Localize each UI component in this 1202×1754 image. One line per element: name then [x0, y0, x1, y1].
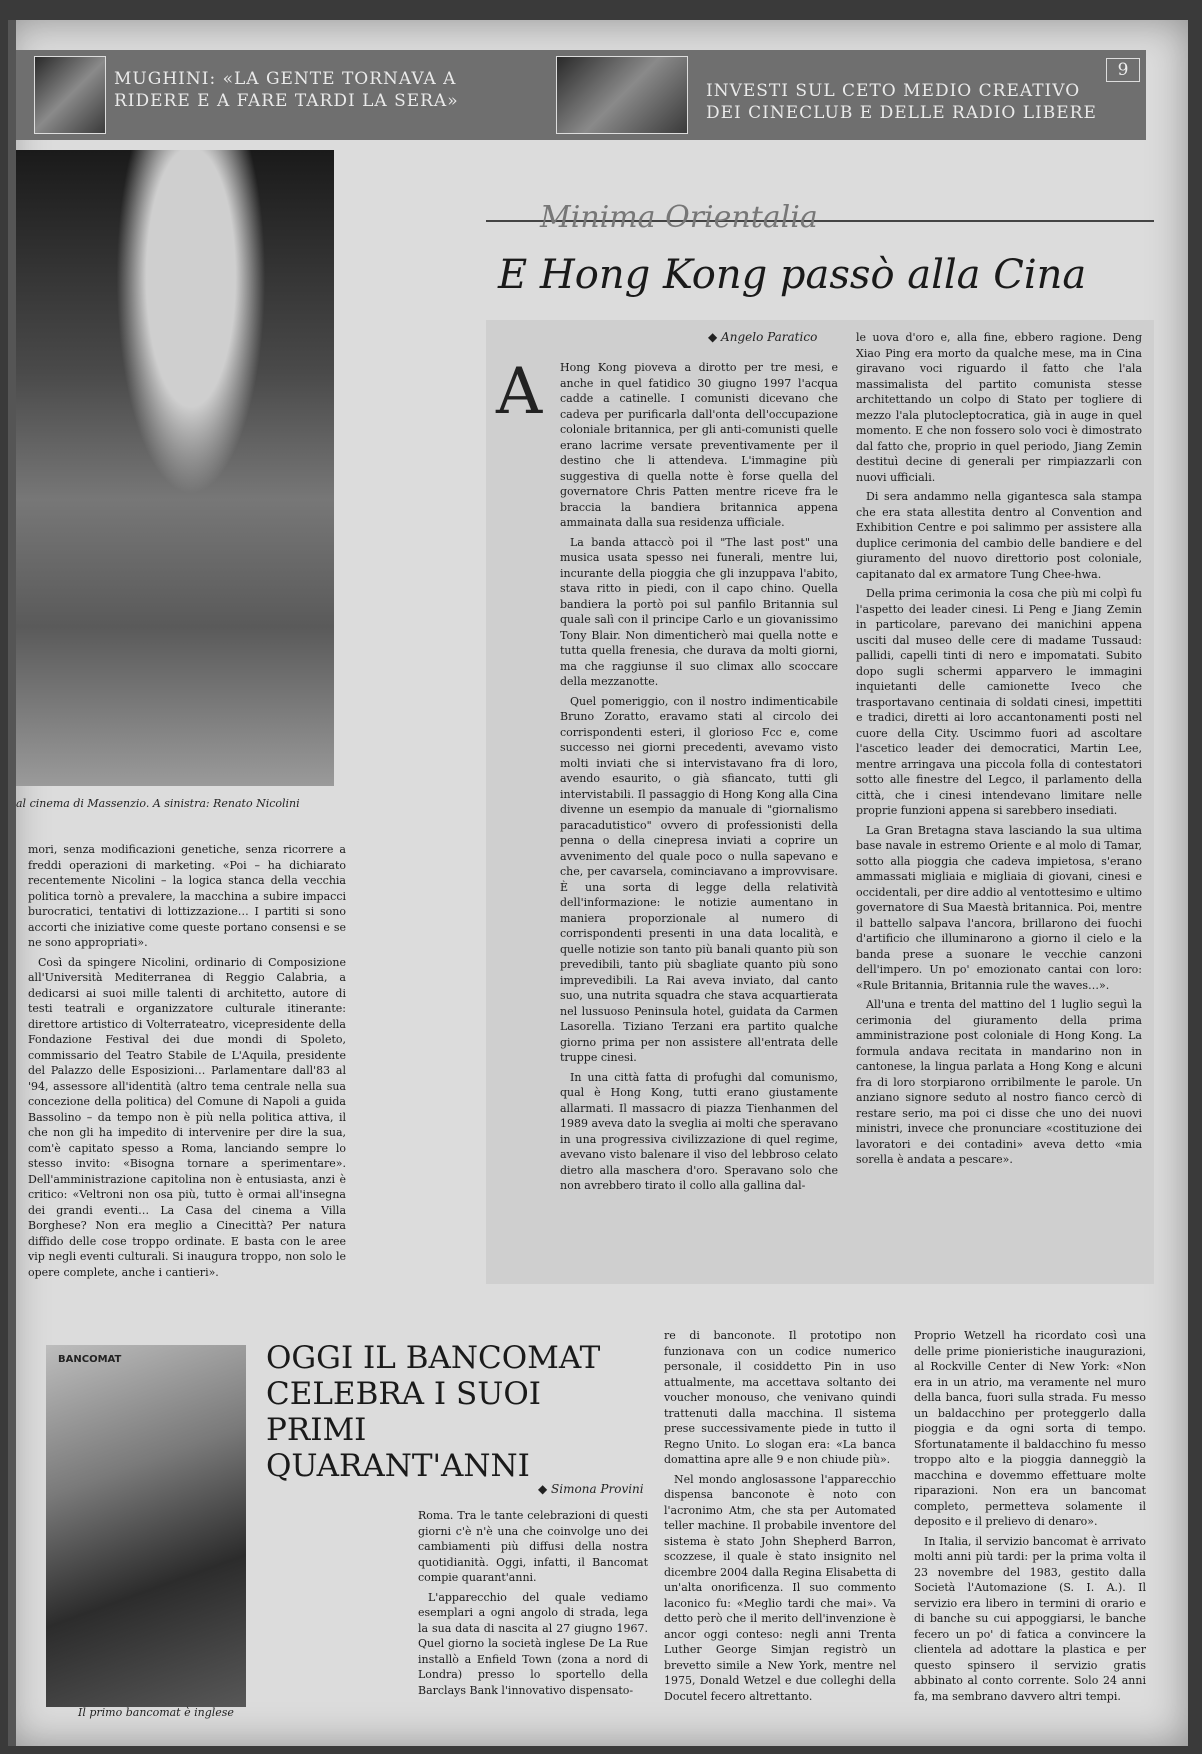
paragraph: re di banconote. Il prototipo non funzionava con un codice numerico personale, il cosiddetto Pin in uso attualmente, ma accettava soltanto dei voucher monouso, che venivano quindi trattenuti dalla macchina. Il sistema prese successivamente piede in tutto il Regno Unito. Lo slogan era: «La banca domattina apre alle 9 e non chiude più».: [664, 1329, 896, 1466]
paragraph: La Gran Bretagna stava lasciando la sua ultima base navale in estremo Oriente e al molo di Tamar, sotto alla pioggia che cadeva impietosa, s'erano ammassati migliaia e migliaia di giovani, cinesi e occidentali, per dire addio al ventottesimo e ultimo governatore di Sua Maestà britannica. Poi, mentre il battello salpava l'ancora, brillarono dei fuochi d'artificio che illuminarono a giorno il cielo e la banda prese a suonare le vecchie canzoni dell'impero. Un po' emozionato cantai con loro: «Rule Britannia, Britannia rule the waves…».: [856, 823, 1142, 992]
page-spine: [8, 20, 16, 1746]
paragraph: Quel pomeriggio, con il nostro indimenticabile Bruno Zoratto, eravamo stati al circolo dei corrispondenti esteri, il glorioso Fcc e, come successo nei giorni precedenti, avevamo visto molti inviati che si intervistavano fra di loro, avendo esaurito, o già sfiancato, tutti gli intervistabili. Il passaggio di Hong Kong alla Cina divenne un esempio da manuale di "giornalismo paracadutistico" ovvero di professionisti della penna o della cinepresa inviati a coprire un avvenimento del quale poco o nulla sapevano e che, per cavarsela, cominciavano a improvvisare. È una sorta di legge della relatività dell'informazione: le notizie aumentano in maniera proporzionale al numero di corrispondenti presenti in una data località, e quelle notizie son tanto più banali quanto più son prevedibili, tanto più sbagliate quanto più sono imprevedibili. La Rai aveva inviato, dal canto suo, una nutrita squadra che stava acquartierata nel lussuoso Peninsula hotel, guidata da Carmen Lasorella. Tiziano Terzani era partito qualche giorno prima per non assistere all'entrata delle truppe cinesi.: [560, 694, 838, 1064]
paragraph: Roma. Tra le tante celebrazioni di questi giorni c'è n'è una che coinvolge uno dei cambiamenti più diffusi della nostra quotidianità. Oggi, infatti, il Bancomat compie quarant'anni.: [418, 1509, 648, 1584]
paragraph: All'una e trenta del mattino del 1 luglio seguì la cerimonia del giuramento della prima amministrazione post coloniale di Hong Kong. La formula andava recitata in mandarino non in cantonese, la lingua parlata a Hong Kong e alcuni fra di loro storpiarono orribilmente le parole. Un anziano signore seduto al nostro fianco cercò di restare serio, ma poi ci disse che uno dei nuovi ministri, invece che pronunciare «costituzione dei lavoratori e dei contadini» aveva detto «mia sorella è andata a pescare».: [856, 998, 1142, 1166]
header-photo-left: [34, 56, 106, 134]
left-article-body: [28, 842, 346, 1292]
bancomat-caption: Il primo bancomat è inglese: [78, 1706, 234, 1719]
paragraph: Così da spingere Nicolini, ordinario di Composizione all'Università Mediterranea di Reggio Calabria, a dedicarsi ai suoi mille talenti di architetto, autore di testi teatrali e organizzatore culturale itinerante: direttore artistico di Volterrateatro, vicepresidente della Fondazione Festival dei due mondi di Spoleto, commissario del Teatro Stabile de L'Aquila, presidente del Palazzo delle Esposizioni… Parlamentare dall'83 al '94, assessore all'identità (altro tema centrale nella sua concezione della politica) del Comune di Napoli a guida Bassolino – da tempo non è più nella politica attiva, il che non gli ha impedito di intervenire per dire la sua, com'è capitato spesso a Roma, lanciando sempre lo stesso invito: «Bisogna tornare a sperimentare». Dell'amministrazione capitolina non è entusiasta, anzi è critico: «Veltroni non osa più, tutto è ormai all'insegna dei grandi eventi… La Casa del cinema a Villa Borghese? Non era meglio a Cinecittà? Per natura diffido delle cose troppo ordinate. E basta con le aree vip negli eventi culturali. Si inaugura troppo, non solo le opere complete, anche i cantieri».: [28, 955, 346, 1279]
bancomat-column-3: [914, 1328, 1146, 1728]
article-column-2: [856, 330, 1142, 1270]
paragraph: Di sera andammo nella gigantesca sala stampa che era stata allestita dentro al Convention and Exhibition Centre e poi salimmo per assistere alla duplice cerimonia del cambio delle bandiere e del giuramento del nuovo direttorio post coloniale, capitanato dal ex armatore Tung Chee-hwa.: [856, 490, 1142, 581]
paragraph: L'apparecchio del quale vediamo esemplari a ogni angolo di strada, lega la sua data di nascita al 27 giugno 1967. Quel giorno la società inglese De La Rue installò a Enfield Town (zona a nord di Londra) presso lo sportello della Barclays Bank l'innovativo dispensato-: [418, 1590, 648, 1697]
bancomat-photo: [46, 1345, 246, 1707]
page-number: 9: [1106, 58, 1140, 82]
bancomat-byline: ◆ Simona Provini: [538, 1482, 644, 1496]
paragraph: Proprio Wetzell ha ricordato così una delle prime pionieristiche inaugurazioni, al Rockville Center di New York: «Non era in un atrio, ma veramente nel muro della banca, fuori sulla strada. Fu messo un baldacchino per proteggerlo dalla pioggia e da ogni sorta di tempo. Sfortunatamente il baldacchino fu messo troppo alto e la pioggia danneggiò la macchina e dovemmo effettuare molte riparazioni. Non era un bancomat completo, permetteva solamente il deposito e il prelievo di denaro».: [914, 1329, 1146, 1528]
header-photo-right: [556, 56, 688, 134]
column-kicker: Minima Orientalia: [540, 200, 818, 235]
bancomat-headline: OGGI IL BANCOMAT CELEBRA I SUOI PRIMI QUARANT'ANNI: [266, 1340, 601, 1484]
article-headline: E Hong Kong passò alla Cina: [498, 252, 1087, 298]
paragraph: Nel mondo anglosassone l'apparecchio dispensa banconote è noto con l'acronimo Atm, che sta per Automated teller machine. Il probabile inventore del sistema è stato John Shepherd Barron, scozzese, il quale è stato insignito nel dicembre 2004 dalla Regina Elisabetta di un'alta onorificenza. Il suo commento laconico fu: «Meglio tardi che mai». Va detto però che il merito dell'invenzione è ancor oggi conteso: negli anni Trenta Luther George Simjan registrò un brevetto simile a New York, mentre nel 1975, Donald Wetzel e due colleghi della Docutel fecero altrettanto.: [664, 1472, 896, 1703]
article-column-1: [560, 360, 838, 1270]
paragraph: Della prima cerimonia la cosa che più mi colpì fu l'aspetto dei leader cinesi. Li Peng e Jiang Zemin in particolare, parevano dei manichini appena usciti dal museo delle cere di madame Tussaud: pallidi, capelli tinti di nero e impomatati. Subito dopo sugli schermi apparvero le immagini inquietanti delle camionette Iveco che trasportavano centinaia di soldati cinesi, impettiti e tradici, diretti ai loro accantonamenti posti nel cuore della City. Uscimmo fuori ad ascoltare l'ascetico leader dei democratici, Martin Lee, mentre arringava una piccola folla di contestatori sotto alle finestre del Legco, il parlamento della città, che i cinesi intendevano limitare nelle proprie funzioni appena si sarebbero insediati.: [856, 587, 1142, 817]
header-headline-left: MUGHINI: «LA GENTE TORNAVA A RIDERE E A FARE TARDI LA SERA»: [114, 69, 459, 111]
page-header: [16, 50, 1146, 140]
header-headline-right: INVESTI SUL CETO MEDIO CREATIVO DEI CINECLUB E DELLE RADIO LIBERE: [706, 81, 1097, 123]
byline-name: Simona Provini: [551, 1482, 644, 1496]
cinema-crowd-photo: [16, 150, 334, 786]
drop-cap: A: [496, 355, 543, 429]
paragraph: In Italia, il servizio bancomat è arrivato molti anni più tardi: per la prima volta il 23 novembre del 1983, gestito dalla Società l'Automazione (S. I. A.). Il servizio era libero in termini di orario e di banche su cui appoggiarsi, le banche fecero un po' di fatica a convincere la clientela ad adottare la plastica e per questo spinsero il servizio gratis abbinato al conto corrente. Solo 24 anni fa, ma sembrano davvero altri tempi.: [914, 1534, 1146, 1703]
newspaper-page: [8, 20, 1188, 1746]
photo-caption: al cinema di Massenzio. A sinistra: Renato Nicolini: [16, 797, 300, 810]
byline-name: Angelo Paratico: [721, 330, 818, 344]
paragraph: Hong Kong pioveva a dirotto per tre mesi, e anche in quel fatidico 30 giugno 1997 l'acqua cadde a catinelle. I comunisti dicevano che cadeva per purificarla dall'onta dell'occupazione coloniale britannica, per gli anti-comunisti quelle erano lacrime versate preventivamente per il destino che li attendeva. L'immagine più suggestiva di quella notte è forse quella del governatore Chris Patten mentre riceve fra le braccia la bandiera britannica appena ammainata dalla sua residenza ufficiale.: [560, 361, 838, 529]
bancomat-column-1: [418, 1508, 648, 1728]
bancomat-column-2: [664, 1328, 896, 1728]
article-byline: ◆ Angelo Paratico: [708, 330, 818, 344]
bancomat-sign: BANCOMAT: [58, 1354, 122, 1365]
paragraph: In una città fatta di profughi dal comunismo, qual è Hong Kong, tutti erano giustamente allarmati. Il massacro di piazza Tienhanmen del 1989 aveva dato la sveglia ai molti che speravano in una progressiva civilizzazione di quel regime, avevano visto balenare il viso del lebbroso celato dietro alla maschera d'oro. Speravano solo che non avrebbero tirato il collo alla gallina dal-: [560, 1070, 838, 1192]
paragraph: La banda attaccò poi il "The last post" una musica usata spesso nei funerali, mentre lui, incurante della pioggia che gli inzuppava l'abito, stava ritto in piedi, con il capo chino. Quella bandiera la portò poi sul panfilo Britannia sul quale salì con il principe Carlo e un giovanissimo Tony Blair. Non dimenticherò mai quella notte e tutta quella frenesia, che durava da molti giorni, ma che raggiunse il suo climax allo scoccare della mezzanotte.: [560, 535, 838, 688]
paragraph: le uova d'oro e, alla fine, ebbero ragione. Deng Xiao Ping era morto da qualche mese, ma in Cina giravano voci riguardo il fatto che l'ala massimalista del partito comunista stesse architettando un colpo di Stato per togliere di mezzo l'ala plutocleptocratica, già in auge in quel momento. E che non fossero solo voci è dimostrato dal fatto che, proprio in quel periodo, Jiang Zemin destituì decine di generali per rimpiazzarli con nuovi ufficiali.: [856, 331, 1142, 484]
paragraph: mori, senza modificazioni genetiche, senza ricorrere a freddi operazioni di marketing. «Poi – ha dichiarato recentemente Nicolini – la logica stanca della vecchia politica tornò a prevalere, la macchina a subire impacci burocratici, tentativi di lottizzazione… I partiti si sono accorti che iniziative come queste portano consensi e se ne sono appropriati».: [28, 843, 346, 949]
